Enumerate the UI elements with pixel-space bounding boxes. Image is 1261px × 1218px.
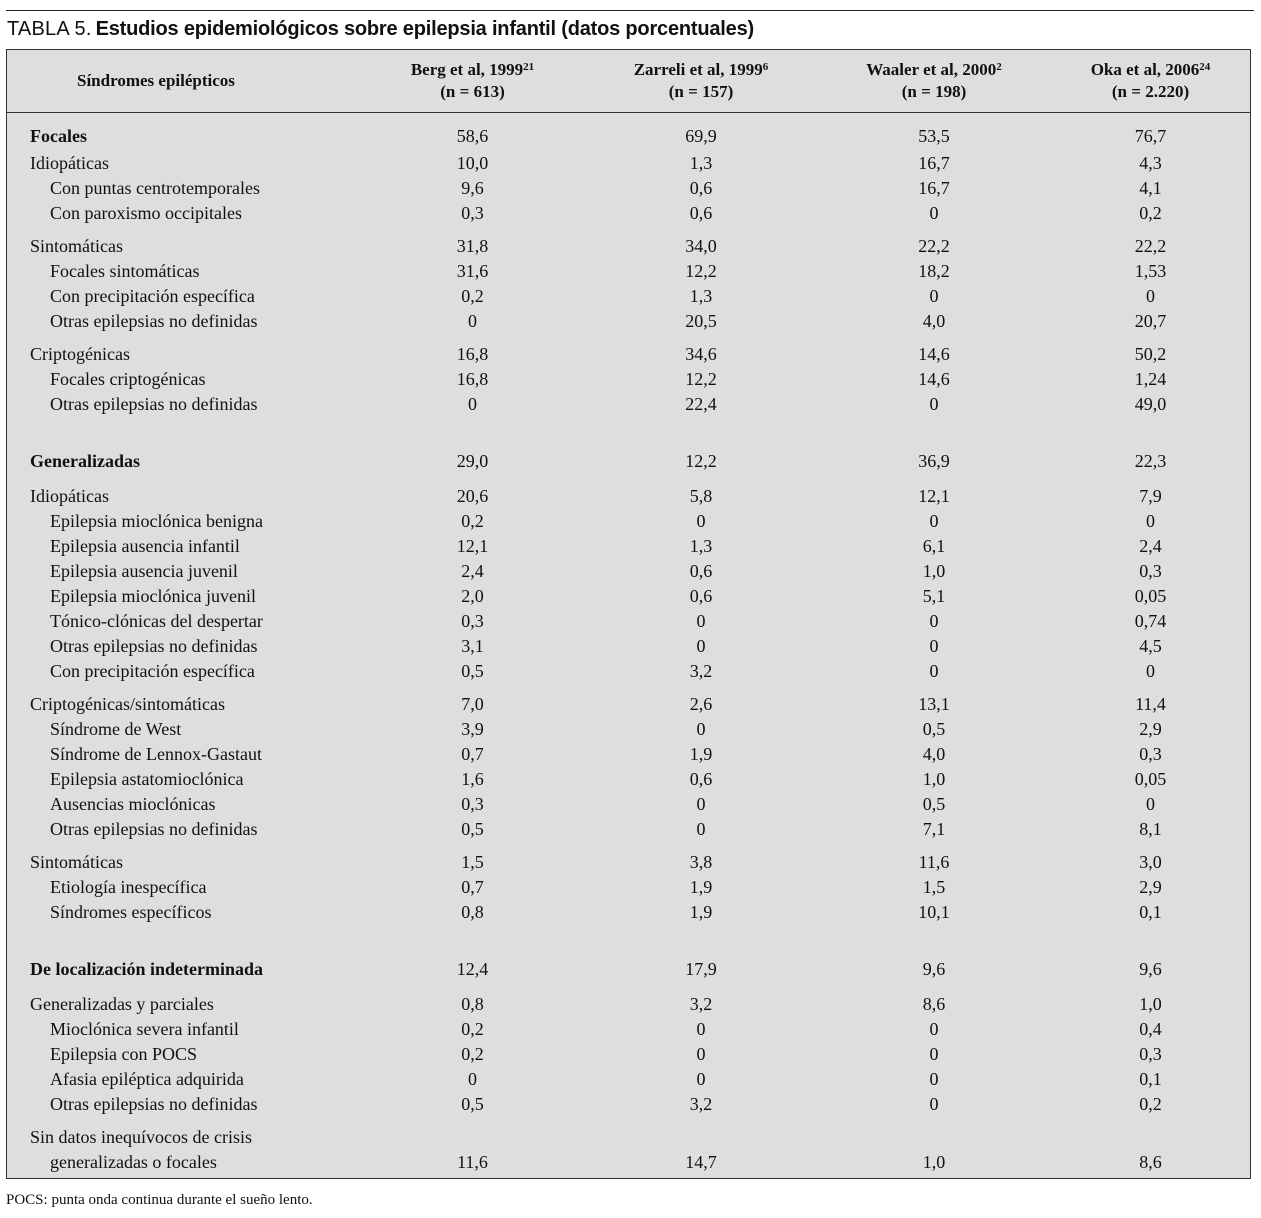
spacer-row	[7, 925, 1251, 943]
row-label: Con precipitación específica	[50, 661, 255, 681]
cell-value: 0	[696, 511, 706, 531]
cell-value: 0	[1146, 794, 1155, 814]
cell-value: 0	[929, 1019, 939, 1039]
row-label: Generalizadas	[30, 451, 140, 471]
cell-value: 11,6	[457, 1152, 488, 1172]
row-label: Ausencias mioclónicas	[50, 794, 216, 814]
table-row	[7, 367, 1251, 392]
row-label: Epilepsia mioclónica benigna	[50, 511, 263, 531]
cell-value: 6,1	[922, 536, 946, 556]
cell-value: 0,3	[461, 794, 484, 814]
table-row	[7, 767, 1251, 792]
row-label: Sin datos inequívocos de crisis	[30, 1127, 252, 1147]
row-label: Idiopáticas	[30, 153, 109, 173]
cell-value: 0	[929, 661, 939, 681]
cell-value: 7,9	[1139, 486, 1162, 506]
cell-value: 0,7	[461, 877, 484, 897]
cell-value: 11,6	[918, 852, 950, 872]
cell-value: 8,6	[922, 994, 946, 1014]
header-waaler: Waaler et al, 2000$^2$ (n = 198)	[819, 50, 1049, 113]
cell-value: 0,3	[1139, 561, 1162, 581]
cell-value: 53,5	[918, 125, 950, 146]
cell-value: 58,6	[456, 125, 489, 146]
cell-value: 12,2	[685, 369, 717, 389]
cell-value: 0	[696, 636, 706, 656]
cell-value: 0,2	[461, 286, 484, 306]
cell-value: 1,9	[689, 902, 713, 922]
cell-value	[583, 1117, 819, 1150]
table-row	[7, 684, 1251, 717]
row-label: De localización indeterminada	[30, 959, 263, 979]
table-row	[7, 559, 1251, 584]
row-label: Focales criptogénicas	[50, 369, 206, 389]
cell-value: 2,6	[689, 694, 713, 714]
table-row	[7, 284, 1251, 309]
row-label: Criptogénicas	[30, 344, 130, 364]
cell-value: 0	[696, 719, 706, 739]
cell-value: 5,8	[689, 486, 713, 506]
cell-value: 20,5	[685, 311, 717, 331]
cell-value: 14,6	[918, 369, 950, 389]
row-label: Con paroxismo occipitales	[50, 203, 242, 223]
cell-value	[819, 1117, 1049, 1150]
cell-value: 16,8	[456, 369, 489, 389]
cell-value: 0,5	[461, 819, 484, 839]
cell-value: 34,6	[685, 344, 717, 364]
cell-value: 4,0	[922, 744, 946, 764]
cell-value: 0	[929, 511, 939, 531]
cell-value: 1,5	[922, 877, 946, 897]
row-label: Criptogénicas/sintomáticas	[30, 694, 225, 714]
cell-value: 0,6	[689, 769, 713, 789]
cell-value: 0	[696, 794, 706, 814]
epidemiology-table	[7, 50, 1251, 1175]
row-label: Focales	[30, 125, 87, 146]
cell-value: 3,2	[689, 661, 713, 681]
cell-value: 0	[929, 203, 939, 223]
cell-value: 22,4	[685, 394, 717, 414]
cell-value: 10,0	[456, 153, 489, 173]
table-row	[7, 717, 1251, 742]
cell-value: 20,6	[456, 486, 489, 506]
cell-value: 29,0	[456, 451, 489, 471]
table-row	[7, 259, 1251, 284]
cell-value: 12,1	[918, 486, 950, 506]
cell-value: 49,0	[1134, 394, 1167, 414]
cell-value: 0,5	[461, 661, 484, 681]
cell-value: 11,4	[1135, 694, 1166, 714]
header-zarreli: Zarreli et al, 1999$^6$ (n = 157)	[583, 50, 819, 113]
cell-value: 2,4	[1139, 536, 1162, 556]
cell-value: 1,9	[689, 877, 713, 897]
table-row	[7, 151, 1251, 176]
cell-value: 12,2	[685, 261, 717, 281]
table-row	[7, 842, 1251, 875]
row-label: Etiología inespecífica	[50, 877, 207, 897]
cell-value: 0,6	[689, 203, 713, 223]
table-row	[7, 334, 1251, 367]
cell-value: 0	[929, 611, 939, 631]
table-row	[7, 1017, 1251, 1042]
row-label: Otras epilepsias no definidas	[50, 819, 258, 839]
cell-value: 3,0	[1139, 852, 1162, 872]
cell-value: 0	[696, 819, 706, 839]
cell-value: 0	[696, 1069, 706, 1089]
cell-value: 0,2	[1139, 1094, 1162, 1114]
data-table-container	[6, 49, 1251, 1179]
cell-value: 0,6	[689, 561, 713, 581]
cell-value: 10,1	[918, 902, 950, 922]
cell-value: 22,3	[1134, 451, 1167, 471]
cell-value: 0,3	[1139, 1044, 1162, 1064]
cell-value: 0,5	[922, 794, 946, 814]
row-label: Epilepsia con POCS	[50, 1044, 197, 1064]
cell-value: 0	[468, 394, 477, 414]
cell-value: 2,4	[461, 561, 484, 581]
cell-value: 1,3	[689, 153, 713, 173]
cell-value: 0,3	[461, 611, 484, 631]
row-label: Epilepsia mioclónica juvenil	[50, 586, 256, 606]
cell-value: 0	[696, 1044, 706, 1064]
table-row	[7, 742, 1251, 767]
cell-value: 69,9	[685, 125, 717, 146]
table-number: TABLA 5.	[7, 18, 92, 40]
cell-value: 1,3	[689, 536, 713, 556]
table-row	[7, 309, 1251, 334]
cell-value: 1,3	[689, 286, 713, 306]
cell-value: 0	[929, 1044, 939, 1064]
cell-value: 1,9	[689, 744, 713, 764]
table-row	[7, 392, 1251, 417]
table-row	[7, 634, 1251, 659]
cell-value: 22,2	[918, 236, 950, 256]
cell-value: 16,7	[918, 178, 950, 198]
cell-value: 2,0	[461, 586, 484, 606]
cell-value: 14,6	[918, 344, 950, 364]
cell-value: 76,7	[1134, 125, 1167, 146]
cell-value: 0	[696, 1019, 706, 1039]
cell-value: 20,7	[1134, 311, 1167, 331]
cell-value: 0	[468, 1069, 477, 1089]
cell-value: 31,8	[456, 236, 489, 256]
table-body	[7, 113, 1251, 1176]
cell-value: 1,0	[922, 1152, 946, 1172]
cell-value: 1,53	[1134, 261, 1167, 281]
cell-value: 3,8	[689, 852, 713, 872]
row-label: Epilepsia ausencia infantil	[50, 536, 240, 556]
cell-value: 0,5	[922, 719, 946, 739]
cell-value: 17,9	[685, 959, 717, 979]
spacer-row	[7, 417, 1251, 435]
cell-value: 0	[1146, 286, 1155, 306]
table-row	[7, 435, 1251, 484]
cell-value: 12,2	[685, 451, 717, 471]
cell-value: 0,74	[1134, 611, 1167, 631]
row-label: Sintomáticas	[30, 236, 123, 256]
cell-value: 0,2	[461, 511, 484, 531]
cell-value: 0,6	[689, 178, 713, 198]
cell-value: 12,1	[456, 536, 489, 556]
cell-value: 4,5	[1139, 636, 1162, 656]
row-label: Otras epilepsias no definidas	[50, 311, 258, 331]
cell-value: 1,0	[922, 769, 946, 789]
cell-value: 4,0	[922, 311, 946, 331]
row-label: Otras epilepsias no definidas	[50, 1094, 258, 1114]
row-label: Otras epilepsias no definidas	[50, 394, 258, 414]
cell-value: 34,0	[685, 236, 717, 256]
cell-value: 2,9	[1139, 877, 1162, 897]
cell-value: 0,1	[1139, 902, 1162, 922]
cell-value: 0	[1146, 661, 1155, 681]
cell-value: 0	[929, 1094, 939, 1114]
cell-value: 16,8	[456, 344, 489, 364]
cell-value: 0,8	[461, 902, 484, 922]
table-row	[7, 992, 1251, 1017]
cell-value: 18,2	[918, 261, 950, 281]
table-row	[7, 1117, 1251, 1150]
table-row	[7, 176, 1251, 201]
cell-value: 0,6	[689, 586, 713, 606]
row-label: Síndrome de West	[50, 719, 182, 739]
cell-value: 9,6	[1139, 959, 1162, 979]
table-row	[7, 943, 1251, 992]
cell-value: 7,1	[922, 819, 946, 839]
cell-value: 8,6	[1139, 1152, 1162, 1172]
cell-value: 12,4	[456, 959, 489, 979]
cell-value: 0	[468, 311, 477, 331]
cell-value: 1,24	[1134, 369, 1167, 389]
cell-value: 3,9	[461, 719, 484, 739]
cell-value: 1,5	[461, 852, 484, 872]
cell-value: 9,6	[922, 959, 946, 979]
table-title	[7, 16, 754, 42]
cell-value: 0	[929, 286, 939, 306]
cell-value: 0	[696, 611, 706, 631]
cell-value: 9,6	[461, 178, 484, 198]
cell-value: 0	[929, 1069, 939, 1089]
cell-value: 3,1	[461, 636, 484, 656]
table-row	[7, 1150, 1251, 1175]
cell-value: 0,5	[461, 1094, 484, 1114]
cell-value: 0,7	[461, 744, 484, 764]
cell-value: 0,4	[1139, 1019, 1162, 1039]
table-row	[7, 201, 1251, 226]
cell-value: 16,7	[918, 153, 950, 173]
table-row	[7, 484, 1251, 509]
row-label: Generalizadas y parciales	[30, 994, 214, 1014]
cell-value: 36,9	[918, 451, 950, 471]
cell-value: 50,2	[1134, 344, 1167, 364]
row-label: Sintomáticas	[30, 852, 123, 872]
cell-value: 0	[1146, 511, 1155, 531]
cell-value: 8,1	[1139, 819, 1162, 839]
cell-value	[362, 1117, 583, 1150]
table-row	[7, 509, 1251, 534]
table-row	[7, 534, 1251, 559]
cell-value: 4,3	[1139, 153, 1162, 173]
table-row	[7, 113, 1251, 152]
cell-value	[1049, 1117, 1251, 1150]
cell-value: 13,1	[918, 694, 950, 714]
cell-value: 1,0	[1139, 994, 1162, 1014]
cell-value: 0,2	[1139, 203, 1162, 223]
table-row	[7, 1067, 1251, 1092]
row-label: Epilepsia astatomioclónica	[50, 769, 244, 789]
row-label: Afasia epiléptica adquirida	[50, 1069, 244, 1089]
cell-value: 0,2	[461, 1044, 484, 1064]
cell-value: 0,1	[1139, 1069, 1162, 1089]
table-row	[7, 792, 1251, 817]
row-label: Con precipitación específica	[50, 286, 255, 306]
cell-value: 7,0	[461, 694, 484, 714]
row-label: Epilepsia ausencia juvenil	[50, 561, 238, 581]
table-row	[7, 900, 1251, 925]
footnote: POCS: punta onda continua durante el sueño lento.	[6, 1192, 313, 1208]
table-row	[7, 584, 1251, 609]
cell-value: 0,8	[461, 994, 484, 1014]
cell-value: 1,6	[461, 769, 484, 789]
table-caption: Estudios epidemiológicos sobre epilepsia infantil (datos porcentuales)	[95, 18, 754, 40]
cell-value: 3,2	[689, 1094, 713, 1114]
table-row	[7, 659, 1251, 684]
table-row	[7, 817, 1251, 842]
row-label: Tónico-clónicas del despertar	[50, 611, 263, 631]
cell-value: 0,3	[461, 203, 484, 223]
cell-value: 0	[929, 394, 939, 414]
row-label: Mioclónica severa infantil	[50, 1019, 239, 1039]
cell-value: 14,7	[685, 1152, 717, 1172]
row-label: Focales sintomáticas	[50, 261, 200, 281]
table-row	[7, 1092, 1251, 1117]
row-label: generalizadas o focales	[50, 1152, 217, 1172]
header-berg: Berg et al, 1999$^{21}$ (n = 613)	[362, 50, 583, 113]
cell-value: 0,05	[1134, 586, 1167, 606]
header-syndromes: Síndromes epilépticos	[7, 50, 362, 113]
cell-value: 2,9	[1139, 719, 1162, 739]
table-row	[7, 226, 1251, 259]
table-row	[7, 609, 1251, 634]
row-label: Idiopáticas	[30, 486, 109, 506]
table-row	[7, 875, 1251, 900]
row-label: Con puntas centrotemporales	[50, 178, 260, 198]
table-row	[7, 1042, 1251, 1067]
cell-value: 1,0	[922, 561, 946, 581]
cell-value: 0,3	[1139, 744, 1162, 764]
top-rule	[6, 10, 1254, 11]
cell-value: 31,6	[456, 261, 489, 281]
header-row	[7, 50, 1251, 113]
cell-value: 4,1	[1139, 178, 1162, 198]
row-label: Síndrome de Lennox-Gastaut	[50, 744, 262, 764]
cell-value: 0	[929, 636, 939, 656]
cell-value: 0,2	[461, 1019, 484, 1039]
header-oka: Oka et al, 2006$^{24}$ (n = 2.220)	[1049, 50, 1251, 113]
cell-value: 22,2	[1134, 236, 1167, 256]
cell-value: 0,05	[1134, 769, 1167, 789]
cell-value: 5,1	[922, 586, 946, 606]
row-label: Síndromes específicos	[50, 902, 212, 922]
row-label: Otras epilepsias no definidas	[50, 636, 258, 656]
cell-value: 3,2	[689, 994, 713, 1014]
